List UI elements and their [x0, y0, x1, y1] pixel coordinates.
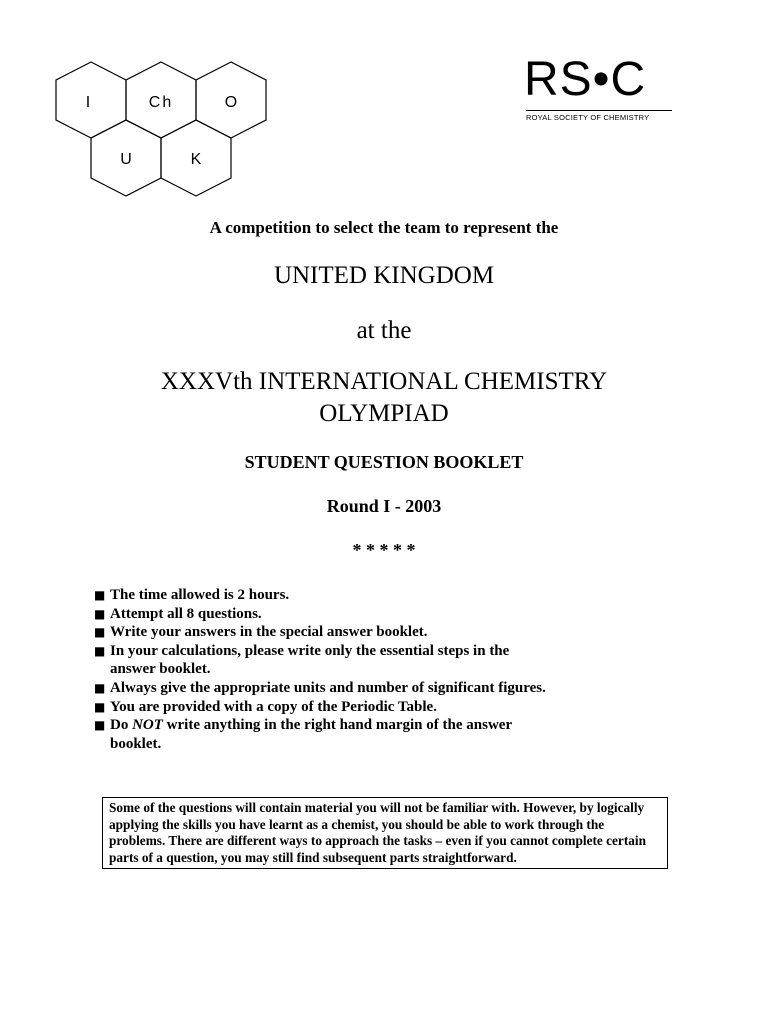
square-bullet-icon: ■	[94, 680, 106, 695]
square-bullet-icon: ■	[94, 625, 106, 640]
instruction-text: Write your answers in the special answer booklet.	[110, 624, 428, 641]
hex-letter-ch: Ch	[148, 94, 174, 111]
square-bullet-icon: ■	[94, 718, 106, 733]
instruction-item	[94, 716, 594, 753]
square-bullet-icon: ■	[94, 606, 106, 621]
rsc-logo-subtitle: ROYAL SOCIETY OF CHEMISTRY	[526, 113, 650, 122]
intro-line: A competition to select the team to represent the	[209, 218, 559, 237]
instruction-item	[94, 698, 594, 717]
hex-letter-o: O	[224, 94, 238, 111]
instruction-text: The time allowed is 2 hours.	[110, 587, 290, 603]
round-label: Round I - 2003	[326, 496, 442, 516]
instruction-item	[94, 605, 594, 624]
at-the-heading: at the	[356, 317, 412, 344]
instruction-suffix: write anything in the right hand margin of the answer booklet.	[110, 717, 512, 752]
instruction-item	[94, 642, 594, 679]
square-bullet-icon: ■	[94, 643, 106, 658]
instruction-item	[94, 623, 594, 642]
note-box	[102, 797, 668, 869]
instruction-text: Always give the appropriate units and number of significant figures.	[110, 679, 546, 696]
instruction-item	[94, 679, 594, 698]
instruction-text: In your calculations, please write only the essential steps in the answer booklet.	[110, 642, 510, 678]
hexagon-cell-i	[56, 62, 126, 138]
instruction-item	[94, 586, 594, 605]
instructions-list	[94, 586, 594, 753]
instruction-emphasis: NOT	[132, 717, 163, 734]
icho-hexagon-logo	[50, 58, 274, 198]
square-bullet-icon: ■	[94, 588, 106, 602]
hex-letter-i: I	[85, 94, 91, 111]
rsc-logo	[524, 53, 674, 124]
square-bullet-icon: ■	[94, 699, 106, 714]
instruction-text: Attempt all 8 questions.	[110, 605, 262, 622]
country-heading: UNITED KINGDOM	[273, 262, 495, 289]
note-text: Some of the questions will contain material you will not be familiar with. However, by logically applying the skills you have learnt as a chemist, you should be able to work through the problems. There are different ways to approach the tasks – even if you cannot complete certain parts of a question, you may still find subsequent parts straightforward.	[109, 800, 647, 865]
hex-letter-k: K	[190, 151, 202, 168]
instruction-text	[110, 716, 530, 753]
instruction-text: You are provided with a copy of the Periodic Table.	[110, 698, 437, 715]
hex-letter-u: U	[120, 151, 132, 168]
instruction-prefix: Do	[110, 717, 129, 734]
event-heading-line-1: XXXVth INTERNATIONAL CHEMISTRY	[160, 368, 608, 395]
booklet-title: STUDENT QUESTION BOOKLET	[244, 452, 524, 472]
star-divider: * * * * *	[352, 540, 416, 560]
rsc-logo-rule	[526, 110, 672, 111]
rsc-logo-mark: RS•C	[524, 53, 647, 106]
event-heading-line-2: OLYMPIAD	[319, 400, 449, 427]
